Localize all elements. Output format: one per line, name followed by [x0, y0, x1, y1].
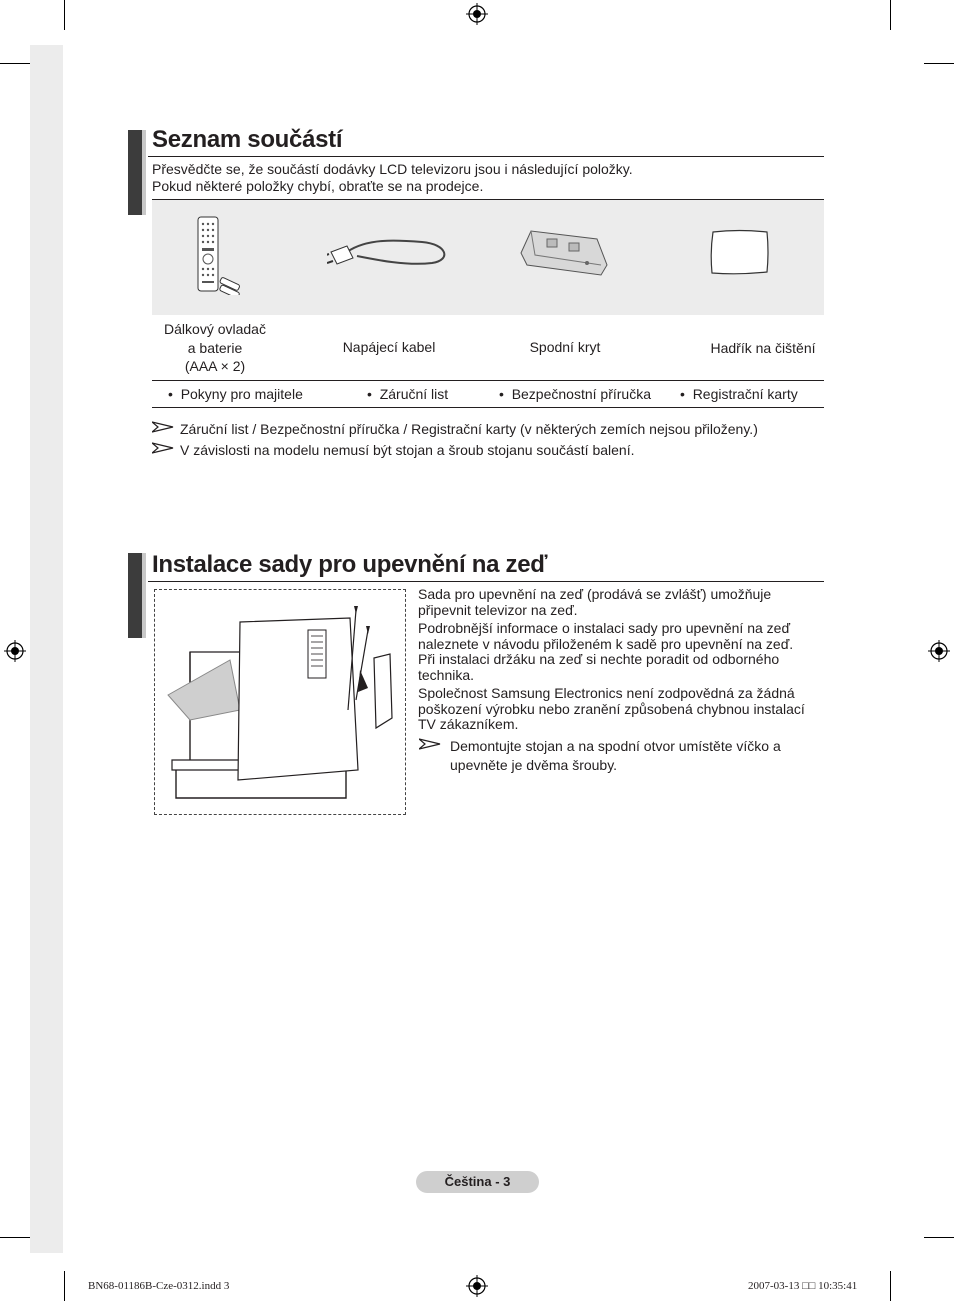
section-marker-bar: [128, 130, 146, 215]
crop-mark: [64, 0, 65, 30]
print-slug-date: 2007-03-13 □□ 10:35:41: [748, 1280, 858, 1292]
item-caption-cloth: Hadřík na čištění: [710, 340, 816, 356]
table-rule: [152, 380, 824, 381]
power-cord-icon: [327, 230, 452, 275]
list-item: • Záruční list: [367, 386, 449, 402]
paragraph-line: technika.: [418, 666, 475, 683]
caption-line: (AAA × 2): [184, 358, 246, 374]
note-line: Demontujte stojan a na spodní otvor umístěte víčko a: [450, 738, 781, 754]
crop-mark: [924, 63, 954, 64]
registration-mark-icon: [466, 1275, 488, 1297]
section-title-wall-mount: Instalace sady pro upevnění na zeď: [152, 551, 548, 578]
list-item-label: Bezpečnostní příručka: [511, 386, 651, 402]
section-rule: [148, 581, 824, 582]
list-item-label: Pokyny pro majitele: [180, 386, 303, 402]
paragraph-line: Při instalaci držáku na zeď si nechte poradit od odborného: [418, 651, 780, 667]
paragraph: [418, 621, 793, 683]
bottom-cover-icon: [517, 225, 612, 280]
remote-control-icon: [192, 215, 252, 295]
paragraph-line: Společnost Samsung Electronics není zodpovědná za žádná: [418, 685, 795, 701]
page-margin-strip: [30, 45, 63, 1253]
wall-mount-illustration: [160, 600, 400, 805]
note-arrow-icon: [152, 442, 174, 454]
note-text: [450, 737, 781, 775]
page-number-badge: Čeština - 3: [416, 1171, 539, 1193]
paragraph: [418, 686, 805, 733]
crop-mark: [0, 63, 30, 64]
registration-mark-icon: [4, 640, 26, 662]
item-caption-cover: Spodní kryt: [529, 339, 601, 355]
paragraph-line: Sada pro upevnění na zeď (prodává se zvlášť) umožňuje: [418, 586, 772, 602]
paragraph-line: Podrobnější informace o instalaci sady pro upevnění na zeď: [418, 620, 791, 636]
print-slug-file: BN68-01186B-Cze-0312.indd 3: [88, 1280, 230, 1292]
registration-mark-icon: [928, 640, 950, 662]
list-item-label: Registrační karty: [692, 386, 798, 402]
paragraph-line: TV zákazníkem.: [418, 716, 519, 732]
section-title-parts: Seznam součástí: [152, 126, 343, 153]
crop-mark: [924, 1237, 954, 1238]
item-caption-remote: [155, 320, 275, 376]
table-rule: [152, 407, 824, 408]
crop-mark: [890, 0, 891, 30]
note-line: upevněte je dvěma šrouby.: [450, 757, 618, 773]
list-item-label: Záruční list: [379, 386, 449, 402]
paragraph-line: připevnit televizor na zeď.: [418, 601, 578, 618]
item-caption-cord: Napájecí kabel: [342, 339, 436, 355]
note-arrow-icon: [419, 738, 441, 750]
list-item: • Registrační karty: [680, 386, 798, 402]
note-text: Záruční list / Bezpečnostní příručka / Registrační karty (v některých zemích nejsou přiloženy.): [180, 421, 758, 437]
section-rule: [148, 156, 824, 157]
intro-text: Pokud některé položky chybí, obraťte se na prodejce.: [152, 178, 484, 194]
section-marker-bar: [128, 553, 146, 638]
cleaning-cloth-icon: [707, 228, 771, 278]
caption-line: a baterie: [187, 339, 243, 356]
crop-mark: [0, 1237, 30, 1238]
list-item: • Pokyny pro majitele: [168, 386, 303, 402]
list-item: • Bezpečnostní příručka: [499, 386, 651, 402]
paragraph: [418, 587, 771, 618]
note-arrow-icon: [152, 421, 174, 433]
crop-mark: [890, 1271, 891, 1301]
registration-mark-icon: [466, 3, 488, 25]
paragraph-line: naleznete v návodu přiloženém k sadě pro upevnění na zeď.: [418, 635, 794, 652]
crop-mark: [64, 1271, 65, 1301]
intro-text: Přesvědčte se, že součástí dodávky LCD televizoru jsou i následující položky.: [152, 161, 633, 177]
note-text: V závislosti na modelu nemusí být stojan a šroub stojanu součástí balení.: [180, 442, 635, 458]
caption-line: Dálkový ovladač: [164, 321, 266, 337]
paragraph-line: poškození výrobku nebo zranění způsobená chybnou instalací: [418, 700, 805, 717]
